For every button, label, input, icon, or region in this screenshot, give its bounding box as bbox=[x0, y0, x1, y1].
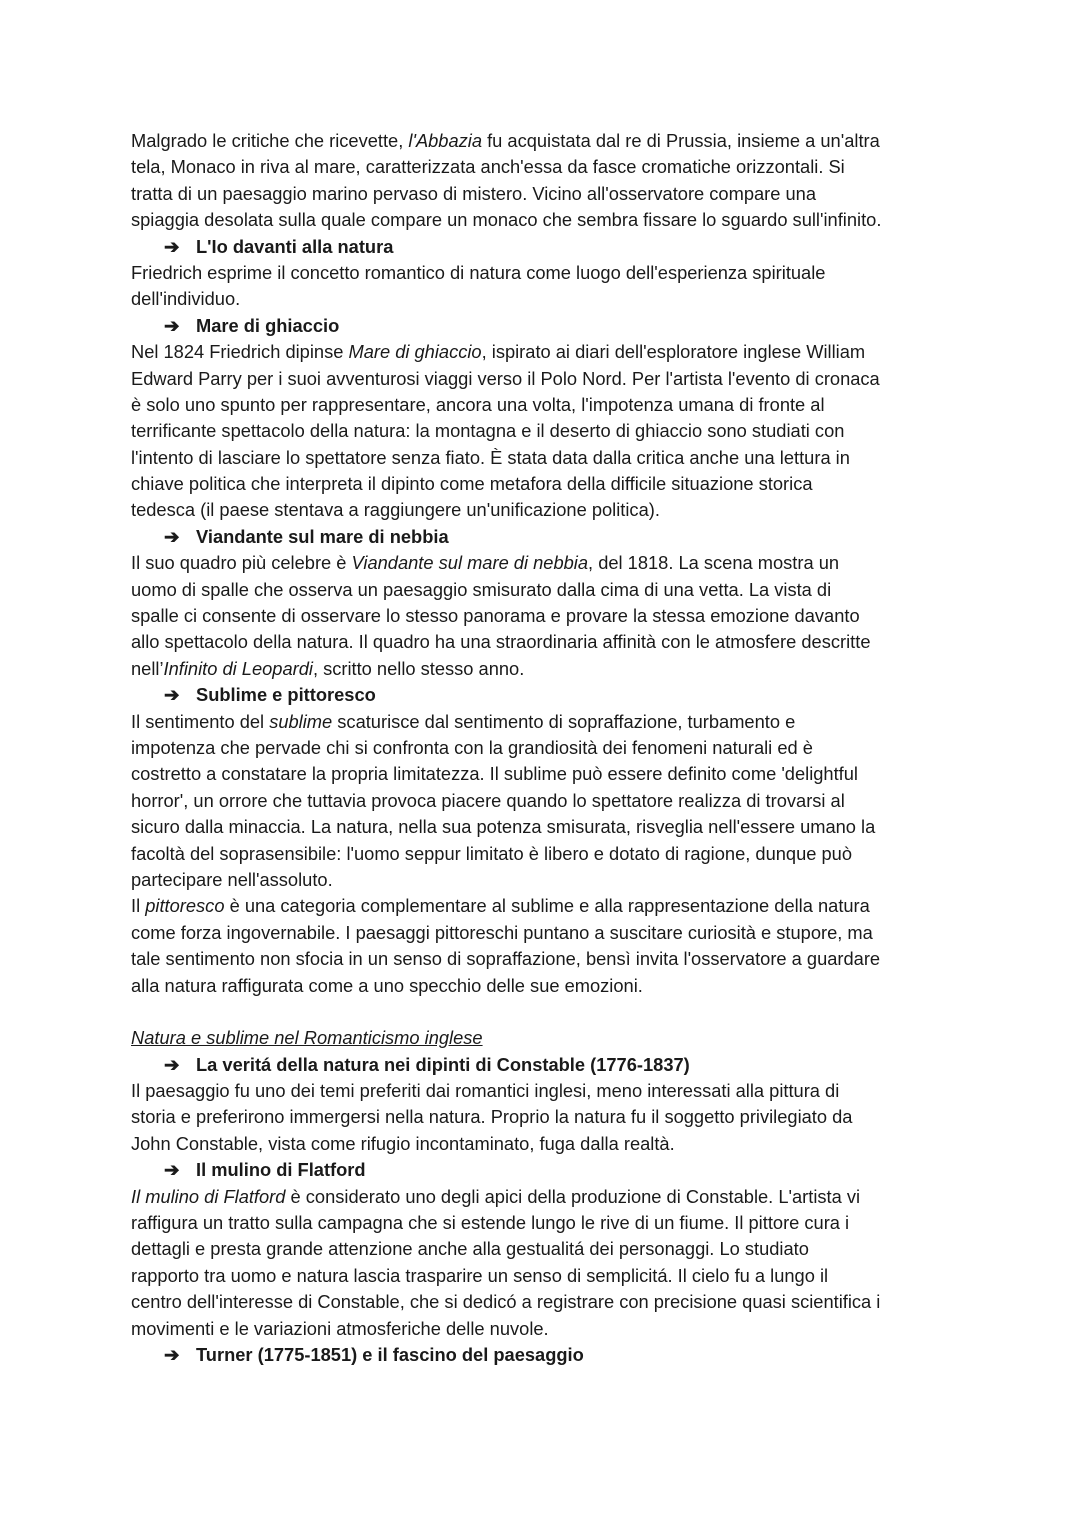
text-line bbox=[131, 709, 961, 735]
text-segment: come forza ingovernabile. I paesaggi pittoreschi puntano a suscitare curiosità e stupore, ma bbox=[131, 921, 873, 943]
italic-text: l'Abbazia bbox=[408, 130, 483, 151]
text-line bbox=[131, 1210, 961, 1236]
text-line bbox=[131, 154, 961, 180]
text-line bbox=[131, 1289, 961, 1315]
section-title-text: Natura e sublime nel Romanticismo inglese bbox=[131, 1027, 483, 1049]
text-segment: Nel 1824 Friedrich dipinse bbox=[131, 341, 349, 363]
text-line bbox=[131, 656, 961, 682]
text-line bbox=[131, 128, 961, 154]
text-segment: dettagli e presta grande attenzione anche alla gestualitá dei personaggi. Lo studiato bbox=[131, 1238, 809, 1260]
arrow-bullet-icon: ➔ bbox=[164, 314, 180, 336]
section-heading bbox=[131, 1342, 961, 1368]
arrow-bullet-icon: ➔ bbox=[164, 1343, 180, 1365]
text-line bbox=[131, 471, 961, 497]
text-line bbox=[131, 207, 961, 233]
text-segment: spiaggia desolata sulla quale compare un monaco che sembra fissare lo sguardo sull'infinito. bbox=[131, 209, 882, 231]
text-line bbox=[131, 550, 961, 576]
section-title bbox=[131, 1025, 961, 1051]
text-line bbox=[131, 181, 961, 207]
text-line bbox=[131, 761, 961, 787]
text-segment: alla natura raffigurata come a uno specchio delle sue emozioni. bbox=[131, 974, 643, 996]
text-line bbox=[131, 286, 961, 312]
text-line bbox=[131, 629, 961, 655]
text-segment: allo spettacolo della natura. Il quadro ha una straordinaria affinità con le atmosfere descritte bbox=[131, 631, 871, 653]
text-line bbox=[131, 867, 961, 893]
text-line bbox=[131, 1316, 961, 1342]
section-heading bbox=[131, 1157, 961, 1183]
text-line bbox=[131, 788, 961, 814]
heading-text: Sublime e pittoresco bbox=[196, 684, 376, 706]
text-segment: terrificante spettacolo della natura: la montagna e il deserto di ghiaccio sono studiati con bbox=[131, 420, 845, 442]
text-segment: è una categoria complementare al sublime e alla rappresentazione della natura bbox=[224, 895, 870, 917]
text-segment: , ispirato ai diari dell'esploratore inglese William bbox=[481, 341, 866, 363]
section-heading bbox=[131, 234, 961, 260]
text-segment: , scritto nello stesso anno. bbox=[312, 657, 525, 679]
arrow-bullet-icon: ➔ bbox=[164, 1159, 180, 1181]
text-segment: partecipare nell'assoluto. bbox=[131, 868, 333, 890]
text-line bbox=[131, 497, 961, 523]
text-segment: spalle ci consente di osservare lo stesso panorama e provare la stessa emozione davanto bbox=[131, 605, 860, 627]
arrow-bullet-icon: ➔ bbox=[164, 525, 180, 547]
text-segment: centro dell'interesse di Constable, che si dedicó a registrare con precisione quasi scientifica i bbox=[131, 1291, 881, 1313]
arrow-bullet-icon: ➔ bbox=[164, 235, 180, 257]
text-line bbox=[131, 841, 961, 867]
text-segment: è considerato uno degli apici della produzione di Constable. L'artista vi bbox=[285, 1185, 861, 1207]
text-line bbox=[131, 339, 961, 365]
text-line bbox=[131, 920, 961, 946]
text-segment: Friedrich esprime il concetto romantico di natura come luogo dell'esperienza spirituale bbox=[131, 261, 826, 283]
italic-text: Il mulino di Flatford bbox=[131, 1185, 286, 1207]
text-line bbox=[131, 893, 961, 919]
text-segment: horror', un orrore che tuttavia provoca piacere quando lo spettatore realizza di trovarsi al bbox=[131, 789, 845, 811]
text-segment: Il bbox=[131, 895, 146, 917]
text-segment: tedesca (il paese stentava a raggiungere un'unificazione politica). bbox=[131, 499, 660, 521]
section-heading bbox=[131, 1052, 961, 1078]
text-segment: costretto a constatare la propria limitatezza. Il sublime può essere definito come 'delightful bbox=[131, 763, 858, 785]
text-segment: tratta di un paesaggio marino pervaso di mistero. Vicino all'osservatore compare una bbox=[131, 182, 817, 204]
text-segment: Malgrado le critiche che ricevette, bbox=[131, 130, 409, 151]
text-line bbox=[131, 366, 961, 392]
text-line bbox=[131, 392, 961, 418]
text-line bbox=[131, 1263, 961, 1289]
text-segment: sicuro dalla minaccia. La natura, nella sua potenza smisurata, risveglia nell'essere umano la bbox=[131, 816, 876, 838]
text-segment: John Constable, vista come rifugio incontaminato, fuga dalla realtà. bbox=[131, 1132, 675, 1154]
heading-text: La veritá della natura nei dipinti di Constable (1776-1837) bbox=[196, 1053, 690, 1075]
text-line bbox=[131, 577, 961, 603]
text-segment: è solo uno spunto per rappresentare, ancora una volta, l'impotenza umana di fronte al bbox=[131, 393, 825, 415]
text-segment: movimenti e le variazioni atmosferiche delle nuvole. bbox=[131, 1317, 549, 1339]
text-segment: l'intento di lasciare lo spettatore senza fiato. È stata data dalla critica anche una lettura in bbox=[131, 446, 850, 468]
text-segment: Il suo quadro più celebre è bbox=[131, 552, 352, 574]
section-heading bbox=[131, 682, 961, 708]
text-segment: storia e preferirono immergersi nella natura. Proprio la natura fu il soggetto privilegiato da bbox=[131, 1106, 853, 1128]
italic-text: pittoresco bbox=[145, 895, 225, 917]
text-segment: nell’ bbox=[131, 657, 164, 679]
text-segment: rapporto tra uomo e natura lascia trasparire un senso di semplicitá. Il cielo fu a lungo il bbox=[131, 1264, 829, 1286]
italic-text: Infinito di Leopardi bbox=[163, 657, 313, 679]
section-heading bbox=[131, 313, 961, 339]
text-segment: scaturisce dal sentimento di sopraffazione, turbamento e bbox=[332, 710, 796, 732]
heading-text: Mare di ghiaccio bbox=[196, 314, 340, 336]
heading-text: Turner (1775-1851) e il fascino del paesaggio bbox=[196, 1343, 584, 1365]
text-line bbox=[131, 1104, 961, 1130]
text-line bbox=[131, 735, 961, 761]
text-segment: uomo di spalle che osserva un paesaggio smisurato dalla cima di una vetta. La vista di bbox=[131, 578, 832, 600]
text-segment: facoltà del soprasensibile: l'uomo seppur limitato è libero e dotato di ragione, dunque può bbox=[131, 842, 852, 864]
text-segment: tale sentimento non sfocia in un senso di sopraffazione, bensì invita l'osservatore a guardare bbox=[131, 948, 881, 970]
italic-text: sublime bbox=[269, 710, 333, 732]
text-segment: dell'individuo. bbox=[131, 288, 241, 310]
arrow-bullet-icon: ➔ bbox=[164, 684, 180, 706]
document-page bbox=[131, 128, 961, 1368]
italic-text: Viandante sul mare di nebbia bbox=[351, 552, 589, 574]
text-segment: fu acquistata dal re di Prussia, insieme a un'altra bbox=[482, 130, 880, 151]
text-line bbox=[131, 814, 961, 840]
text-segment: Il paesaggio fu uno dei temi preferiti dai romantici inglesi, meno interessati alla pittura di bbox=[131, 1080, 840, 1102]
text-line bbox=[131, 973, 961, 999]
text-segment: chiave politica che interpreta il dipinto come metafora della difficile situazione storica bbox=[131, 473, 813, 495]
text-line bbox=[131, 445, 961, 471]
heading-text: Il mulino di Flatford bbox=[196, 1159, 366, 1181]
arrow-bullet-icon: ➔ bbox=[164, 1053, 180, 1075]
heading-text: Viandante sul mare di nebbia bbox=[196, 525, 449, 547]
text-line bbox=[131, 1236, 961, 1262]
text-segment: Il sentimento del bbox=[131, 710, 270, 732]
text-line bbox=[131, 418, 961, 444]
text-segment: tela, Monaco in riva al mare, caratterizzata anch'essa da fasce cromatiche orizzontali. Si bbox=[131, 156, 845, 178]
text-line bbox=[131, 1131, 961, 1157]
section-heading bbox=[131, 524, 961, 550]
heading-text: L'Io davanti alla natura bbox=[196, 235, 394, 257]
text-line bbox=[131, 260, 961, 286]
text-line bbox=[131, 1184, 961, 1210]
text-segment: , del 1818. La scena mostra un bbox=[588, 552, 840, 574]
text-segment: Edward Parry per i suoi avventurosi viaggi verso il Polo Nord. Per l'artista l'evento di cronaca bbox=[131, 367, 880, 389]
text-segment: raffigura un tratto sulla campagna che si estende lungo le rive di un fiume. Il pittore cura i bbox=[131, 1212, 850, 1234]
blank-line bbox=[131, 999, 961, 1025]
text-segment: impotenza che pervade chi si confronta con la grandiosità dei fenomeni naturali ed è bbox=[131, 736, 813, 758]
text-line bbox=[131, 603, 961, 629]
text-line bbox=[131, 946, 961, 972]
text-line bbox=[131, 1078, 961, 1104]
italic-text: Mare di ghiaccio bbox=[348, 341, 482, 363]
